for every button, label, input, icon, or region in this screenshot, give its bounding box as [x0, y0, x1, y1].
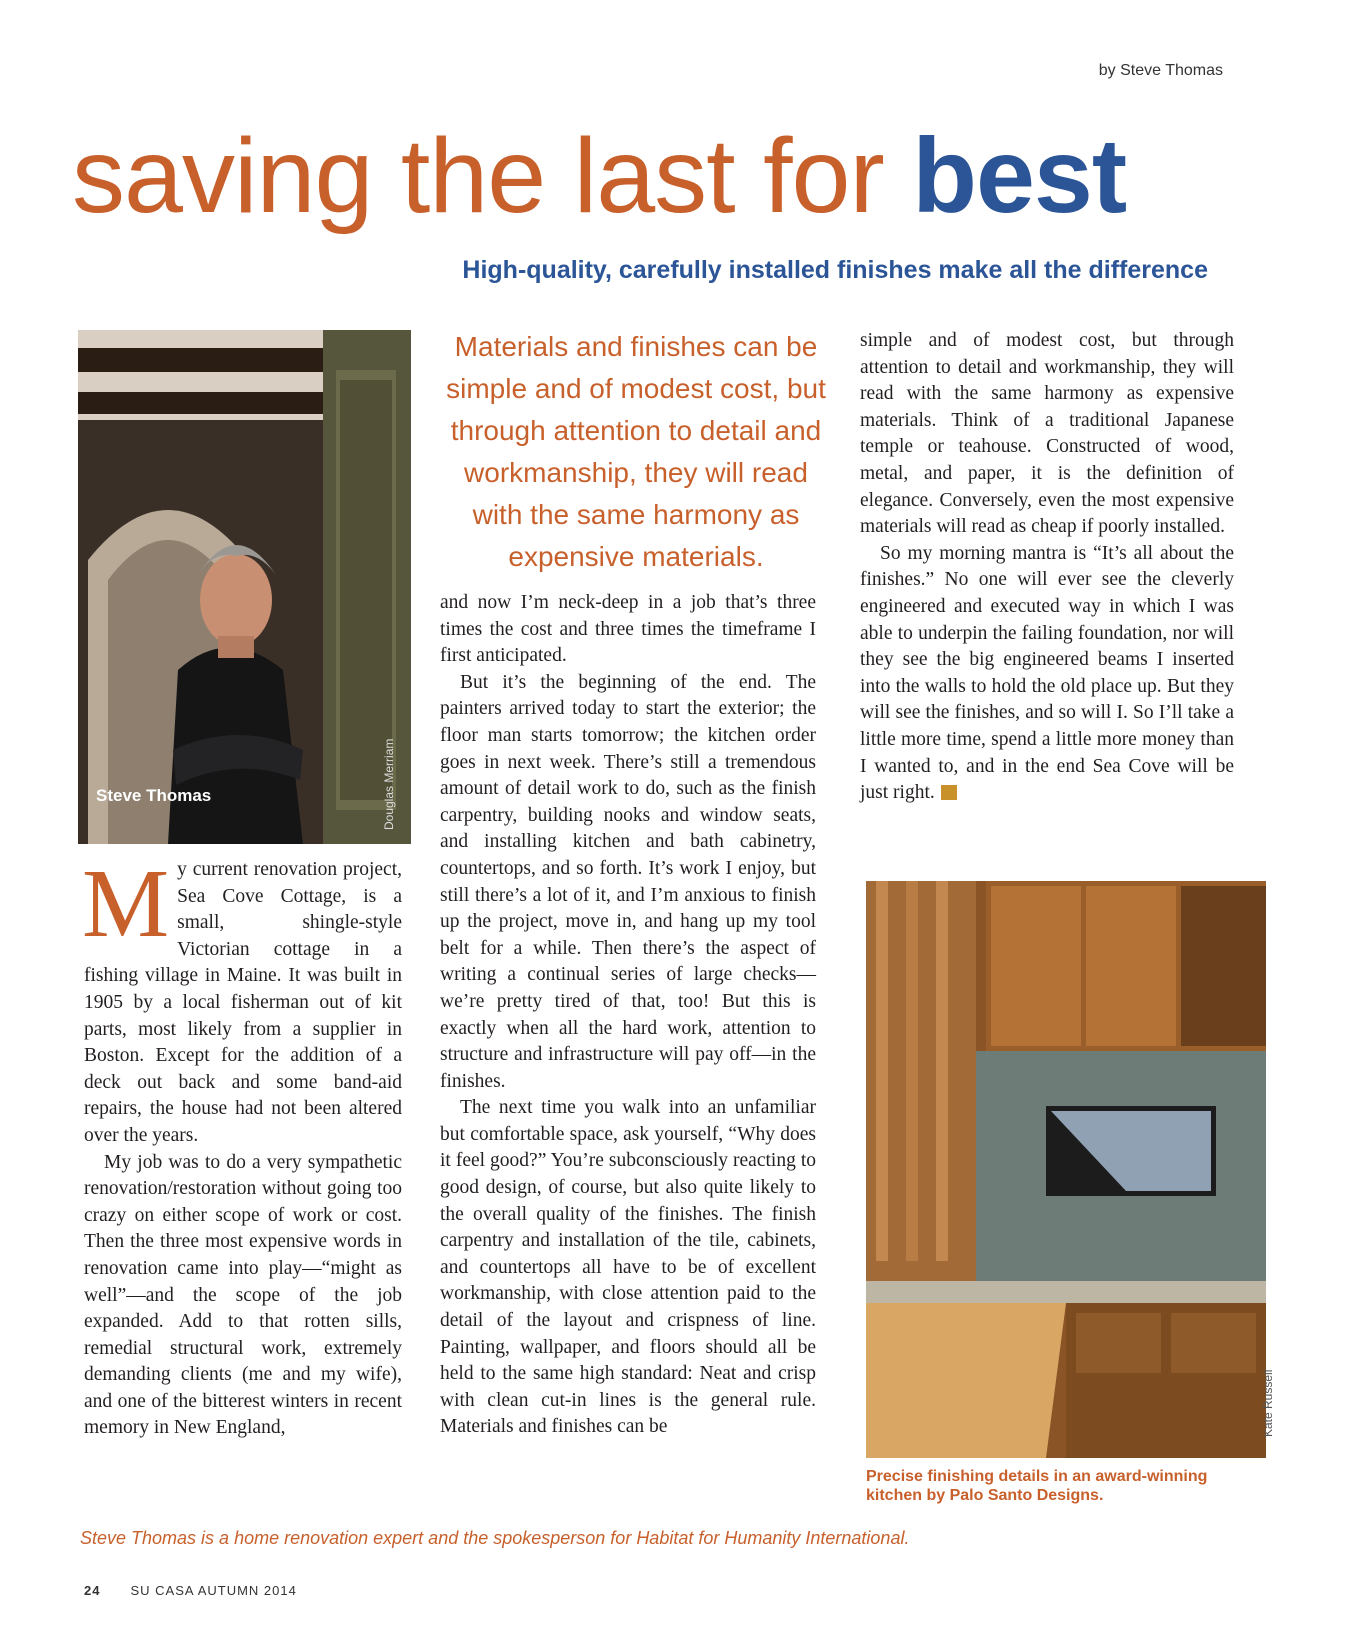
- title-part-2: best: [912, 117, 1127, 235]
- column-2-paragraph-3: The next time you walk into an unfamiliar but comfortable space, ask yourself, “Why does it feel good?” You’re subconsciously reacting to good design, of course, but also quite likely to the overall quality of the finishes. The finish carpentry and installation of the tile, cabinets, and countertops all have to be of excellent workmanship, with close attention paid to the detail of the layout and crispness of line. Painting, wallpaper, and floors should all be held to the same high standard: Neat and crisp with clean cut-in lines is the general rule. Materials and finishes can be: [440, 1097, 816, 1438]
- kitchen-photo: [866, 881, 1266, 1458]
- column-2: [440, 590, 816, 1441]
- page-footer: [84, 1583, 297, 1598]
- pull-quote: Materials and finishes can be simple and of modest cost, but through attention to detail and workmanship, they will read with the same harmony as expensive materials.: [446, 331, 826, 572]
- article-subtitle: High-quality, carefully installed finishes make all the difference: [462, 256, 1208, 284]
- author-bio: Steve Thomas is a home renovation expert and the spokesperson for Habitat for Humanity International.: [80, 1528, 910, 1548]
- column-2-paragraph-1: and now I’m neck-deep in a job that’s three times the cost and three times the timeframe I first anticipated.: [440, 592, 816, 667]
- byline: by Steve Thomas: [1098, 62, 1223, 79]
- title-part-1: saving the last for: [72, 117, 913, 235]
- article-title: [72, 118, 1126, 235]
- kitchen-photo-credit: Kate Russell: [1261, 1369, 1275, 1437]
- end-mark-icon: [941, 785, 957, 800]
- column-3-paragraph-2: [860, 541, 1234, 807]
- column-1: [82, 850, 402, 1442]
- column-3-paragraph-2-text: So my morning mantra is “It’s all about the finishes.” No one will ever see the cleverly engineered and executed way in which I was able to underpin the failing foundation, nor will they see the big engineered beams I inserted into the walls to hold the old place up. But they will see the finishes, and so will I. So I’ll take a little more time, spend a little more money than I wanted to, and in the end Sea Cove will be just right.: [860, 542, 1234, 804]
- photo-label: Steve Thomas: [96, 786, 212, 805]
- column-3-paragraph-1: simple and of modest cost, but through attention to detail and workmanship, they will read with the same harmony as expensive materials. Think of a traditional Japanese temple or teahouse. Constructed of wood, metal, and paper, it is the definition of elegance. Conversely, even the most expensive materials will read as cheap if poorly installed.: [860, 330, 1234, 538]
- column-1-paragraph-2: My job was to do a very sympathetic renovation/restoration without going too crazy on either scope of work or cost. Then the three most expensive words in renovation came into play—“might as well”—and the scope of the job expanded. Add to that rotten sills, remedial structural work, extremely demanding clients (me and my wife), and one of the bitterest winters in recent memory in New England,: [84, 1151, 402, 1439]
- author-photo: [78, 330, 411, 844]
- page-number: 24: [84, 1583, 101, 1598]
- photo-caption: Precise finishing details in an award-winning kitchen by Palo Santo Designs.: [866, 1468, 1208, 1504]
- author-photo-illustration: [78, 330, 411, 844]
- drop-cap: M: [82, 850, 170, 958]
- column-2-paragraph-2: But it’s the beginning of the end. The painters arrived today to start the exterior; the floor man starts tomorrow; the kitchen order goes in next week. There’s still a tremendous amount of detail work to do, such as the finish carpentry, building nooks and window seats, and installing kitchen and bath cabinetry, countertops, and so forth. It’s work I enjoy, but still there’s a lot of it, and I’m anxious to finish up the project, move in, and hang up my tool belt for a while. Then there’s the aspect of writing a continual series of large checks—we’re pretty tired of that, too! But this is exactly when all the hard work, attention to structure and infrastructure will pay off—in the finishes.: [440, 671, 816, 1092]
- kitchen-photo-illustration: [866, 881, 1266, 1458]
- column-1-paragraph-1: [82, 850, 402, 1150]
- column-1-paragraph-1-text: y current renovation project, Sea Cove Cottage, is a small, shingle-style Victorian cottage in a fishing village in Maine. It was built in 1905 by a local fisherman out of kit parts, most likely from a supplier in Boston. Except for the addition of a deck out back and some band-aid repairs, the house had not been altered over the years.: [84, 859, 402, 1146]
- publication-name: SU CASA AUTUMN 2014: [130, 1583, 297, 1598]
- column-3: [860, 328, 1234, 807]
- photo-credit: Douglas Merriam: [382, 738, 396, 830]
